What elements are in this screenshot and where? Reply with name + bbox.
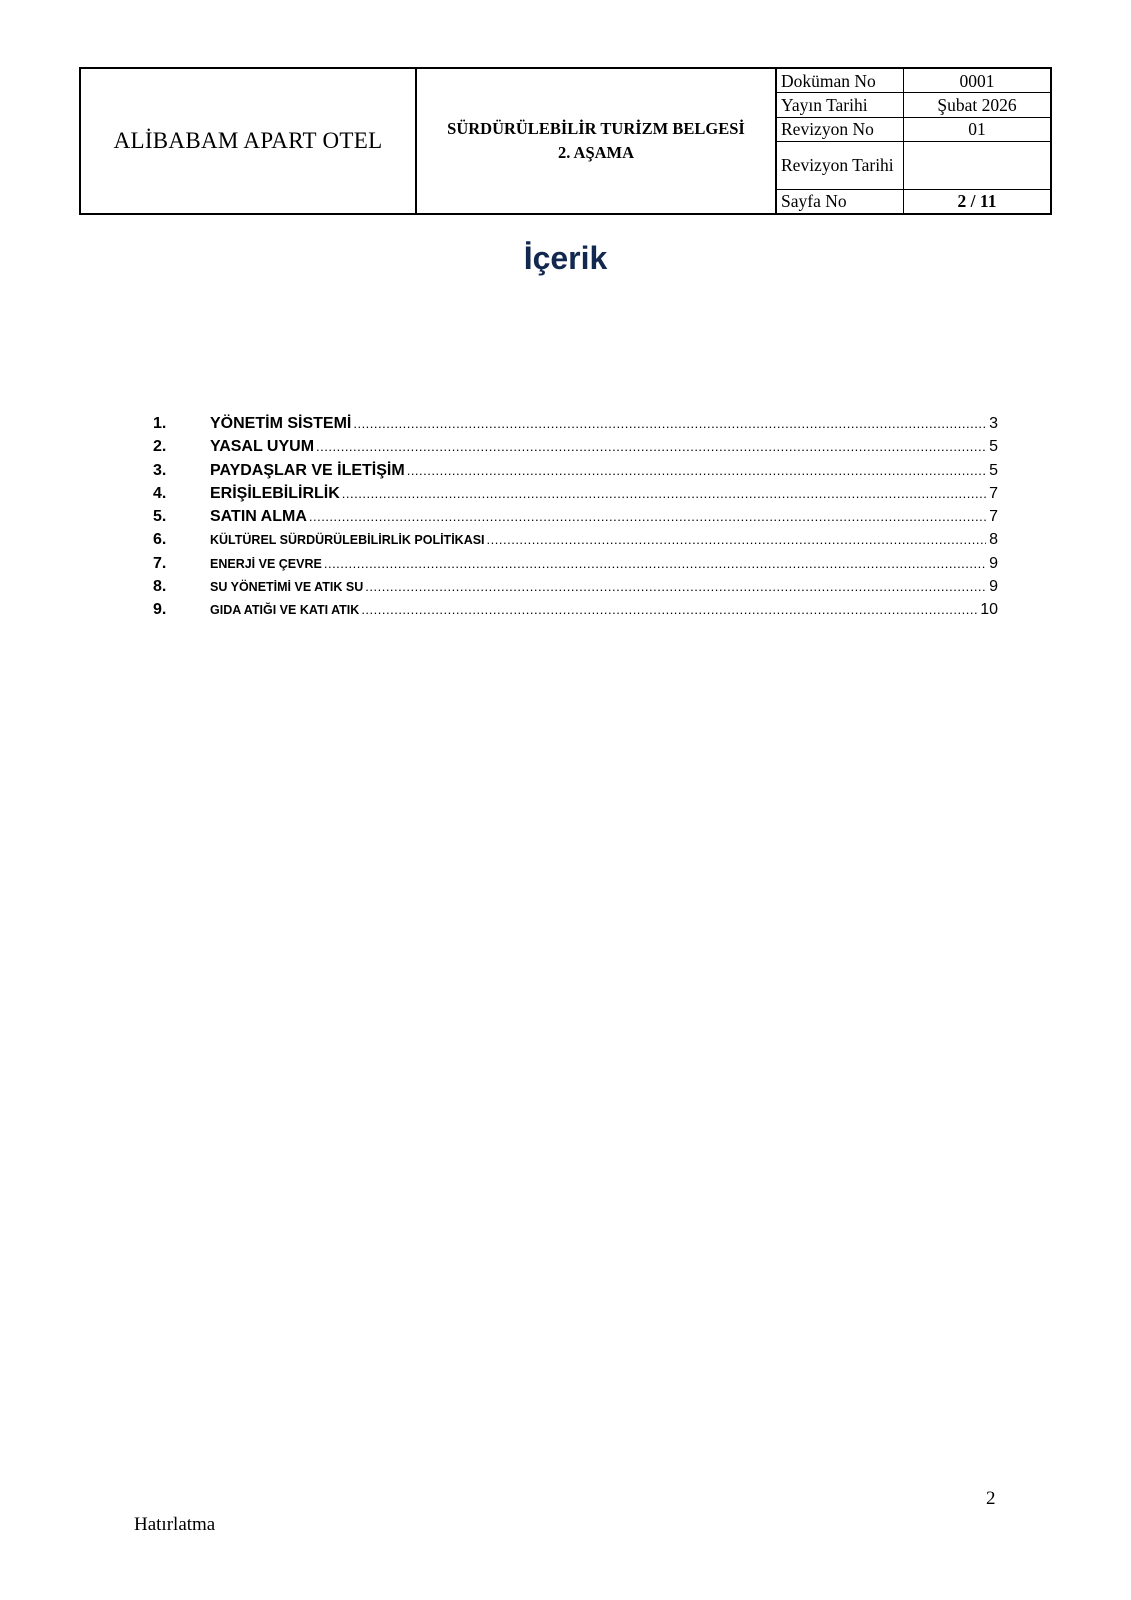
- meta-value: Şubat 2026: [904, 93, 1051, 117]
- toc-entry[interactable]: [153, 531, 998, 554]
- toc-number: 9.: [153, 601, 167, 619]
- toc-label: GIDA ATIĞI VE KATI ATIK: [210, 603, 360, 618]
- toc-number: 4.: [153, 484, 167, 502]
- toc-entry[interactable]: [153, 601, 998, 624]
- toc-leader: [407, 463, 986, 478]
- toc-label: ERİŞİLEBİLİRLİK: [210, 484, 340, 502]
- toc-page: 9: [989, 578, 998, 596]
- toc-entry[interactable]: [153, 508, 998, 531]
- toc-entry[interactable]: [153, 555, 998, 578]
- meta-value: 0001: [904, 69, 1051, 93]
- toc-number: 7.: [153, 554, 167, 572]
- toc-page: 7: [989, 484, 998, 502]
- meta-table: [777, 69, 1050, 213]
- toc-number: 3.: [153, 461, 167, 479]
- toc-leader: [316, 439, 986, 454]
- toc-entry[interactable]: [153, 578, 998, 601]
- toc-label: YÖNETİM SİSTEMİ: [210, 415, 352, 432]
- document-title-line2: 2. AŞAMA: [557, 143, 635, 162]
- toc-title: İçerik: [523, 240, 608, 276]
- meta-label: Revizyon No: [777, 117, 904, 141]
- toc-page: 8: [989, 531, 998, 549]
- toc-page: 3: [989, 415, 998, 432]
- document-meta: [776, 68, 1051, 214]
- meta-value: 2 / 11: [904, 189, 1051, 213]
- toc-page: 7: [989, 508, 998, 526]
- company-name: ALİBABAM APART OTEL: [80, 68, 416, 214]
- toc-label: ENERJİ VE ÇEVRE: [210, 556, 322, 571]
- toc-page: 10: [980, 601, 998, 619]
- meta-label: Sayfa No: [777, 189, 904, 213]
- toc-leader: [342, 486, 986, 501]
- toc-number: 1.: [153, 415, 167, 432]
- meta-label: Yayın Tarihi: [777, 93, 904, 117]
- toc-page: 5: [989, 461, 998, 479]
- toc-number: 6.: [153, 531, 167, 549]
- footer-text: Hatırlatma: [134, 1514, 216, 1535]
- toc-leader: [353, 416, 986, 431]
- toc-leader: [487, 532, 986, 547]
- table-of-contents: [153, 415, 998, 625]
- page-number: 2: [986, 1488, 996, 1509]
- toc-page: 9: [989, 554, 998, 572]
- toc-entry[interactable]: [153, 438, 998, 461]
- toc-entry[interactable]: [153, 485, 998, 508]
- toc-leader: [324, 556, 986, 571]
- meta-value: 01: [904, 117, 1051, 141]
- toc-label: SATIN ALMA: [210, 508, 307, 526]
- toc-page: 5: [989, 438, 998, 456]
- toc-label: YASAL UYUM: [210, 438, 315, 456]
- toc-entry[interactable]: [153, 462, 998, 485]
- meta-label: Doküman No: [777, 69, 904, 93]
- toc-number: 8.: [153, 578, 167, 596]
- meta-label: Revizyon Tarihi: [777, 141, 904, 189]
- toc-entry[interactable]: [153, 415, 998, 438]
- toc-label: PAYDAŞLAR VE İLETİŞİM: [210, 461, 405, 479]
- document-title-line1: SÜRDÜRÜLEBİLİR TURİZM BELGESİ: [447, 119, 745, 138]
- document-header: [79, 67, 1052, 215]
- meta-value: [904, 141, 1051, 189]
- toc-leader: [309, 509, 986, 524]
- toc-label: SU YÖNETİMİ VE ATIK SU: [210, 580, 364, 595]
- toc-number: 2.: [153, 438, 167, 456]
- toc-label: KÜLTÜREL SÜRDÜRÜLEBİLİRLİK POLİTİKASI: [210, 533, 485, 548]
- document-title: [416, 68, 776, 214]
- toc-leader: [361, 602, 978, 617]
- toc-number: 5.: [153, 508, 167, 526]
- toc-leader: [365, 579, 986, 594]
